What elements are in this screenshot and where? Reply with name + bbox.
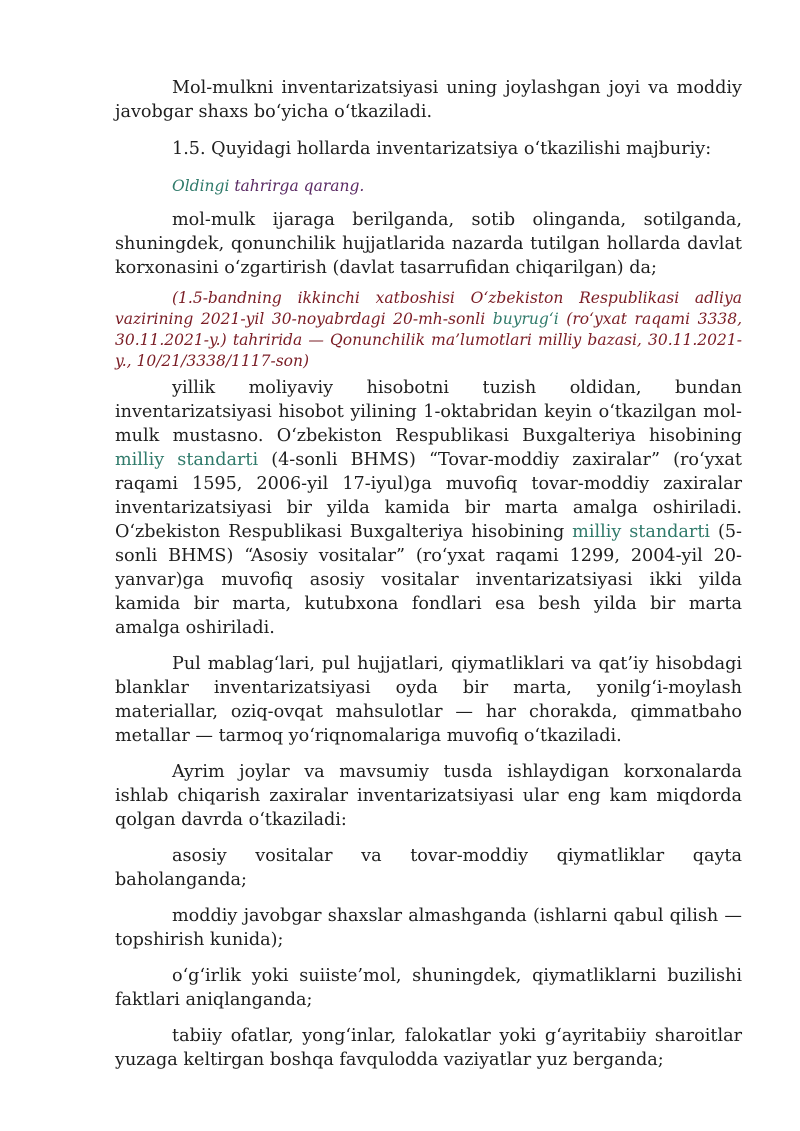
- annual-report-text-c: (5-sonli BHMS) “Asosiy vositalar” (ro‘yxat raqami 1299, 2004-yil 20-yanvar)ga muvofiq asosiy vositalar inventarizatsiyasi ikki yilda kamida bir marta, kutubxona fondlari esa besh yilda bir marta amalga oshiriladi.: [115, 522, 742, 638]
- order-link[interactable]: buyrug‘i: [492, 310, 559, 328]
- amendment-note-text-a: (1.5-bandning ikkinchi xatboshisi O‘zbekiston Respublikasi adliya vazirining 2021-yil 30-noyabrdagi 20-mh-sonli: [115, 289, 742, 328]
- paragraph-annual-report: [115, 376, 742, 640]
- paragraph-revaluation: asosiy vositalar va tovar-moddiy qiymatliklar qayta baholanganda;: [115, 846, 742, 890]
- paragraph-responsible-change: moddiy javobgar shaxslar almashganda (ishlarni qabul qilish — topshirish kunida);: [115, 906, 742, 950]
- annual-report-text-b: (4-sonli BHMS) “Tovar-moddiy zaxiralar” (ro‘yxat raqami 1595, 2006-yil 17-iyul)ga muvofiq tovar-moddiy zaxiralar inventarizatsiyasi bir yilda kamida bir marta amalga oshiriladi. O‘zbekiston Respublikasi Buxgalteriya hisobining: [115, 450, 742, 542]
- paragraph-seasonal: Ayrim joylar va mavsumiy tusda ishlaydigan korxonalarda ishlab chiqarish zaxiralar inventarizatsiyasi ular eng kam miqdorda qolgan davrda o‘tkaziladi:: [115, 762, 742, 830]
- paragraph-inventory-location: Mol-mulkni inventarizatsiyasi uning joylashgan joyi va moddiy javobgar shaxs bo‘yicha o‘tkaziladi.: [115, 78, 742, 122]
- national-standard-link-2[interactable]: milliy standarti: [572, 522, 711, 542]
- amendment-note: [115, 288, 742, 372]
- annual-report-text-a: yillik moliyaviy hisobotni tuzish oldidan, bundan inventarizatsiyasi hisobot yilining 1-oktabridan keyin o‘tkazilgan mol-mulk mustasno. O‘zbekiston Respublikasi Buxgalteriya hisobining: [115, 378, 742, 446]
- previous-edition-note: [115, 175, 742, 197]
- paragraph-cash-inventory: Pul mablag‘lari, pul hujjatlari, qiymatliklari va qat’iy hisobdagi blanklar inventarizatsiyasi oyda bir marta, yonilg‘i-moylash materiallar, oziq-ovqat mahsulotlar — har chorakda, qimmatbaho metallar — tarmoq yo‘riqnomalariga muvofiq o‘tkaziladi.: [115, 654, 742, 746]
- national-standard-link-1[interactable]: milliy standarti: [115, 450, 259, 470]
- previous-edition-link[interactable]: Oldingi: [172, 177, 230, 195]
- previous-edition-text: tahrirga qarang.: [229, 177, 365, 195]
- paragraph-disasters: tabiiy ofatlar, yong‘inlar, falokatlar yoki g‘ayritabiiy sharoitlar yuzaga keltirgan boshqa favqulodda vaziyatlar yuz berganda;: [115, 1026, 742, 1070]
- amendment-note-text-b: (ro‘yxat raqami 3338, 30.11.2021-y.) tahririda — Qonunchilik ma’lumotlari milliy bazasi, 30.11.2021-y., 10/21/3338/1117-son): [115, 310, 742, 370]
- paragraph-clause-1-5: 1.5. Quyidagi hollarda inventarizatsiya o‘tkazilishi majburiy:: [172, 139, 712, 159]
- paragraph-property-lease: mol-mulk ijaraga berilganda, sotib olinganda, sotilganda, shuningdek, qonunchilik hujjatlarida nazarda tutilgan hollarda davlat korxonasini o‘zgartirish (davlat tasarrufidan chiqarilgan) da;: [115, 210, 742, 278]
- paragraph-theft: o‘g‘irlik yoki suiiste’mol, shuningdek, qiymatliklarni buzilishi faktlari aniqlanganda;: [115, 966, 742, 1010]
